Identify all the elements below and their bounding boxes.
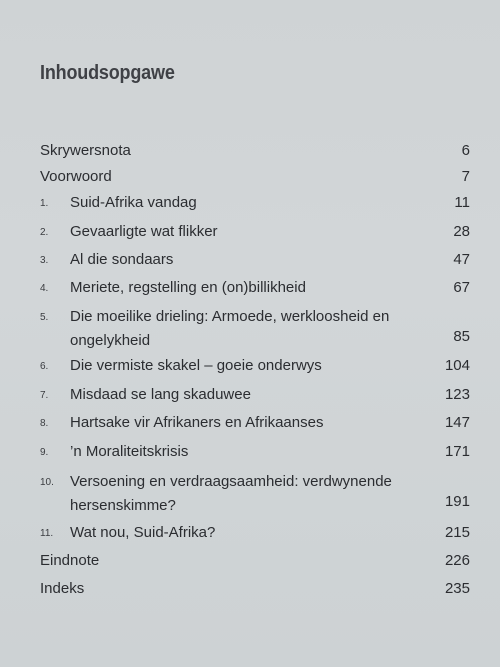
toc-entry-number: 1. — [40, 198, 49, 209]
toc-entry — [40, 551, 470, 571]
toc-entry-number: 8. — [40, 418, 49, 429]
toc-entry — [40, 307, 470, 359]
toc-entry-title: Versoening en verdraagsaamheid: verdwynende hersenskimme? — [70, 473, 392, 514]
toc-entry-title: Indeks — [40, 580, 85, 597]
toc-entry-page: 147 — [444, 414, 470, 431]
toc-entry-title: Die moeilike drieling: Armoede, werkloosheid en ongelykheid — [70, 308, 390, 349]
toc-entry-page: 47 — [453, 251, 470, 268]
toc-entry-number: 3. — [40, 255, 49, 266]
toc-entry — [40, 385, 470, 405]
toc-entry-page: 7 — [461, 168, 470, 185]
toc-entry — [40, 167, 470, 187]
toc-entry-title: Meriete, regstelling en (on)billikheid — [70, 279, 306, 296]
toc-entry — [40, 356, 470, 376]
toc-entry — [40, 278, 470, 298]
toc-entry-number: 4. — [40, 283, 49, 294]
toc-entry-page: 171 — [444, 443, 470, 460]
toc-entry-page: 85 — [453, 328, 470, 345]
toc-entry-page: 235 — [444, 580, 470, 597]
toc-entry-number: 7. — [40, 390, 49, 401]
toc-entry-title: Skrywersnota — [40, 142, 131, 159]
toc-entry-title: Voorwoord — [40, 168, 112, 185]
toc-entry-number: 10. — [40, 477, 54, 488]
toc-entry-number: 2. — [40, 227, 49, 238]
toc-entry-page: 191 — [444, 493, 470, 510]
toc-entry — [40, 579, 470, 599]
toc-entry-number: 9. — [40, 447, 49, 458]
toc-entry-page: 104 — [444, 357, 470, 374]
toc-entry-page: 6 — [461, 142, 470, 159]
toc-entry — [40, 141, 470, 161]
toc-entry — [40, 472, 470, 524]
toc-entry-title: ’n Moraliteitskrisis — [70, 443, 189, 460]
toc-entry — [40, 523, 470, 543]
toc-entry-page: 123 — [444, 386, 470, 403]
toc-entry-title: Gevaarligte wat flikker — [70, 223, 218, 240]
toc-entry-title: Hartsake vir Afrikaners en Afrikaanses — [70, 414, 324, 431]
toc-entry — [40, 193, 470, 213]
toc-entry — [40, 413, 470, 433]
toc-entry-page: 226 — [444, 552, 470, 569]
toc-entry-page: 215 — [444, 524, 470, 541]
toc-entry-page: 28 — [453, 223, 470, 240]
contents-title: Inhoudsopgawe — [40, 62, 175, 84]
toc-entry-title: Die vermiste skakel – goeie onderwys — [70, 357, 322, 374]
toc-entry-title: Eindnote — [40, 552, 100, 569]
toc-entry-number: 11. — [40, 528, 54, 539]
toc-entry-number: 6. — [40, 361, 49, 372]
toc-entry-page: 67 — [453, 279, 470, 296]
toc-entry — [40, 442, 470, 462]
toc-entry — [40, 250, 470, 270]
toc-entry-title: Al die sondaars — [70, 251, 174, 268]
toc-entry-title: Misdaad se lang skaduwee — [70, 386, 251, 403]
toc-entry-title: Suid-Afrika vandag — [70, 194, 197, 211]
toc-entry-title: Wat nou, Suid-Afrika? — [70, 524, 216, 541]
toc-entry-number: 5. — [40, 312, 49, 323]
toc-entry — [40, 222, 470, 242]
toc-entry-page: 11 — [454, 194, 470, 211]
